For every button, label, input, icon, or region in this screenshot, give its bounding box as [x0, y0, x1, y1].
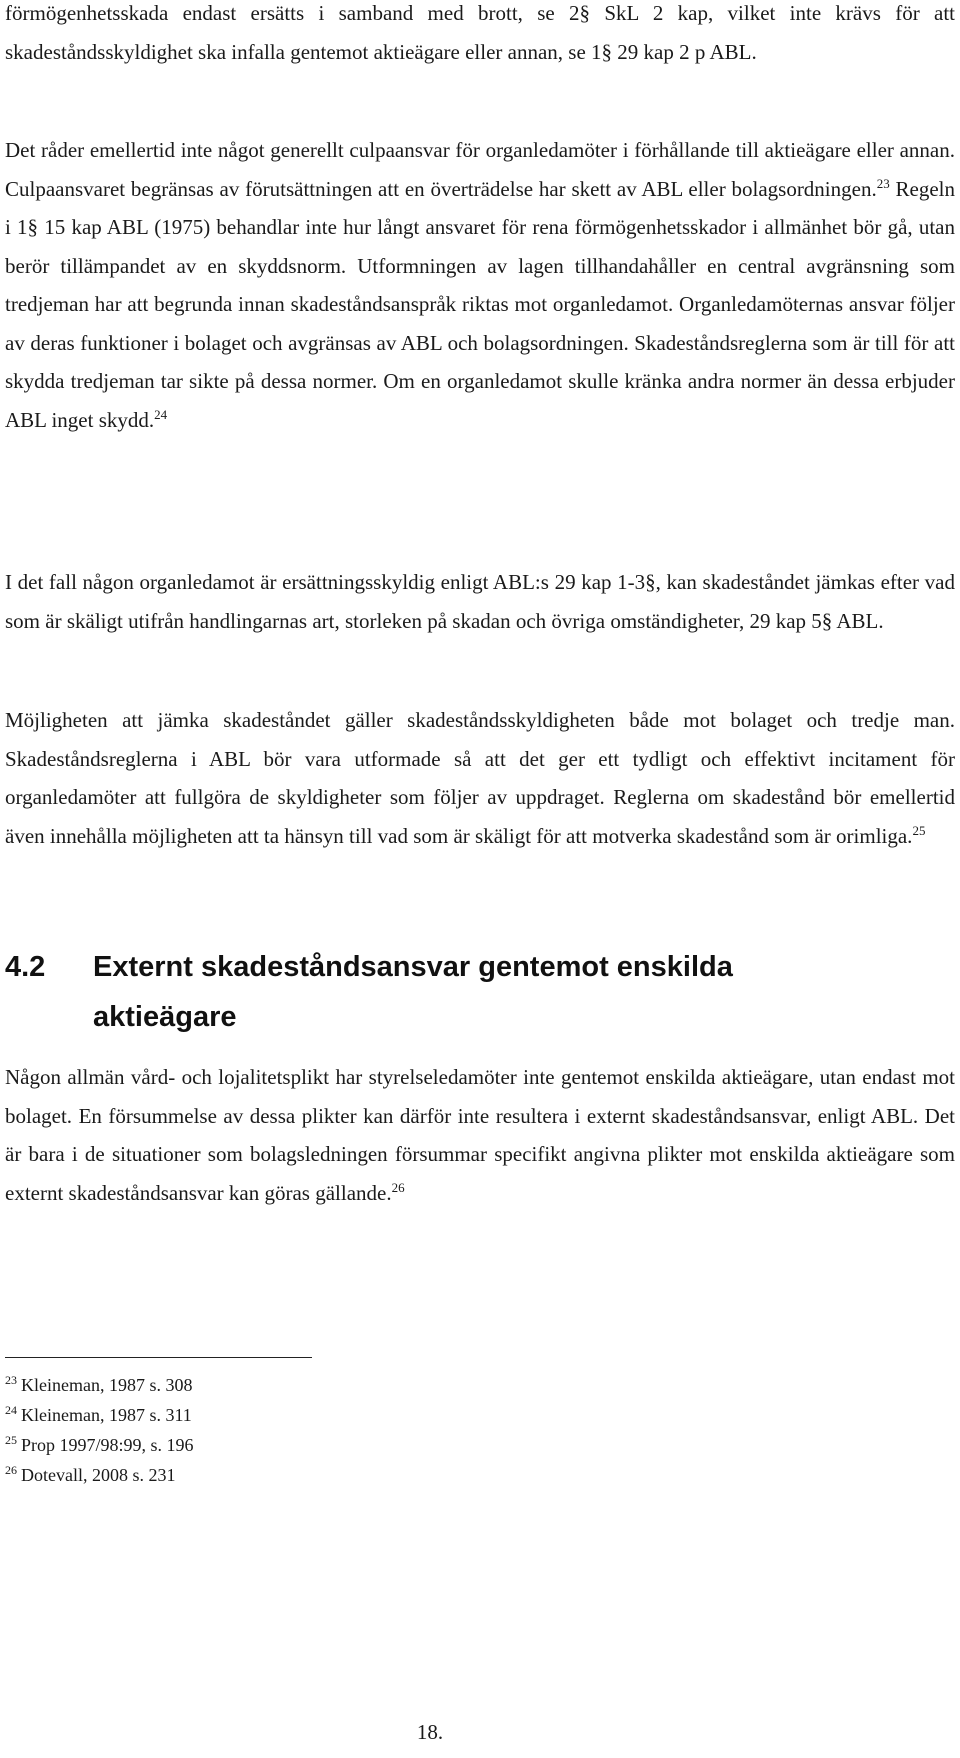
footnote-item	[5, 1400, 605, 1430]
paragraph-text: I det fall någon organledamot är ersättningsskyldig enligt ABL:s 29 kap 1-3§, kan skadeståndet jämkas efter vad som är skäligt utifrån handlingarnas art, storleken på skadan och övriga omständigheter, 29 kap 5§ ABL.	[5, 570, 955, 633]
footnote-ref-23[interactable]: 23	[876, 175, 890, 191]
footnote-number: 25	[5, 1433, 17, 1447]
footnotes	[5, 1370, 605, 1490]
footnote-text: Kleineman, 1987 s. 308	[21, 1375, 193, 1395]
paragraph-jamkning	[5, 563, 955, 640]
paragraph-text: Någon allmän vård- och lojalitetsplikt har styrelseledamöter inte gentemot enskilda aktieägare, utan endast mot bolaget. En försummelse av dessa plikter kan därför inte resultera i externt skadeståndsansvar, enligt ABL. Det är bara i de situationer som bolagsledningen försummar specifikt angivna plikter mot enskilda aktieägare som externt skadeståndsansvar kan göras gällande.	[5, 1065, 955, 1205]
paragraph-mojligheten	[5, 701, 955, 855]
page-number: 18.	[416, 1720, 444, 1744]
footnote-ref-25[interactable]: 25	[912, 822, 926, 838]
section-title-line2: aktieägare	[93, 1000, 237, 1033]
paragraph-culpaansvar	[5, 131, 955, 439]
paragraph-text: Det råder emellertid inte något generellt culpaansvar för organledamöter i förhållande till aktieägare eller annan. Culpaansvaret begränsas av förutsättningen att en överträdelse har skett av ABL eller bolagsordningen.	[5, 138, 955, 201]
footnote-number: 26	[5, 1463, 17, 1477]
paragraph-intro	[5, 0, 955, 71]
footnote-number: 24	[5, 1403, 17, 1417]
paragraph-text: Regeln i 1§ 15 kap ABL (1975) behandlar inte hur långt ansvaret för rena förmögenhetsskador i allmänhet bör gå, utan berör tillämpandet av en skyddsnorm. Utformningen av lagen tillhandahåller en central avgränsning som tredjeman har att begrunda innan skadeståndsanspråk riktas mot organledamot. Organledamöternas ansvar följer av deras funktioner i bolaget och avgränsas av ABL och bolagsordningen. Skadeståndsreglerna som är till för att skydda tredjeman tar sikte på dessa normer. Om en organledamot skulle kränka andra normer än dessa erbjuder ABL inget skydd.	[5, 176, 955, 432]
section-title-line1: Externt skadeståndsansvar gentemot enskilda	[93, 950, 733, 983]
section-heading	[5, 942, 955, 1042]
footnote-number: 23	[5, 1373, 17, 1387]
footnote-text: Prop 1997/98:99, s. 196	[21, 1435, 194, 1455]
footnote-separator	[5, 1357, 312, 1358]
footnote-text: Kleineman, 1987 s. 311	[21, 1405, 192, 1425]
footnote-item	[5, 1430, 605, 1460]
paragraph-text: Möjligheten att jämka skadeståndet gäller skadeståndsskyldigheten både mot bolaget och tredje man. Skadeståndsreglerna i ABL bör vara utformade så att det ger ett tydligt och effektivt incitament för organledamöter att fullgöra de skyldigheter som följer av uppdraget. Reglerna om skadestånd bör emellertid även innehålla möjligheten att ta hänsyn till vad som är skäligt för att motverka skadestånd som är orimliga.	[5, 708, 955, 848]
footnote-text: Dotevall, 2008 s. 231	[21, 1465, 176, 1485]
paragraph-section-body	[5, 1058, 955, 1212]
paragraph-text: förmögenhetsskada endast ersätts i samband med brott, se 2§ SkL 2 kap, vilket inte krävs för att skadeståndsskyldighet ska infalla gentemot aktieägare eller annan, se 1§ 29 kap 2 p ABL.	[5, 1, 955, 64]
footnote-item	[5, 1370, 605, 1400]
footnote-ref-24[interactable]: 24	[154, 406, 168, 422]
footnote-ref-26[interactable]: 26	[391, 1179, 405, 1195]
section-number: 4.2	[5, 950, 46, 983]
footnote-item	[5, 1460, 605, 1490]
